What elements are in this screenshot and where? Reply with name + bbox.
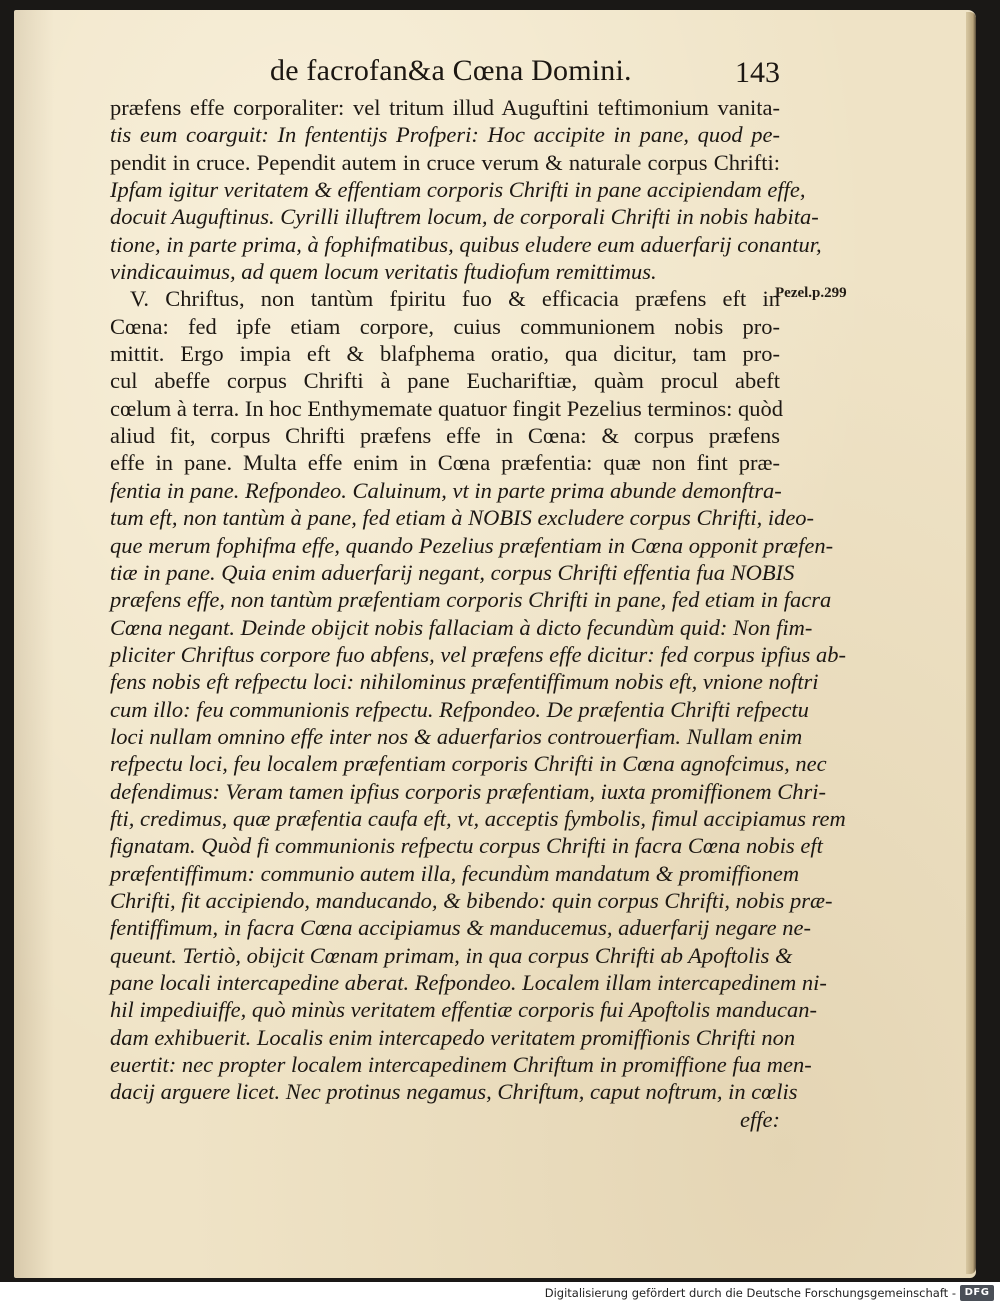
text-line: pendit in cruce. Pependit autem in cruce verum & naturale corpus Chrifti: <box>110 149 780 175</box>
text-line: Ipfam igitur veritatem & effentiam corporis Chrifti in pane accipiendam effe, <box>110 177 806 203</box>
text-line: præfentiffimum: communio autem illa, fecundùm mandatum & promiffionem <box>110 860 800 886</box>
text-line: cul abeffe corpus Chrifti à pane Euchariftiæ, quàm procul abeft <box>110 368 780 394</box>
page-number: 143 <box>735 56 780 89</box>
text-line: pliciter Chriftus corpore fuo abfens, vel præfens effe dicitur: fed corpus ipfius ab- <box>110 641 846 667</box>
text-line: que merum fophifma effe, quando Pezelius præfentiam in Cœna opponit præfen- <box>110 532 834 558</box>
page-edge <box>966 12 976 1274</box>
funding-credit: Digitalisierung gefördert durch die Deutsche Forschungsgemeinschaft - <box>544 1286 956 1300</box>
text-line: præfens effe corporaliter: vel tritum illud Auguftini teftimonium vanita- <box>110 95 780 120</box>
text-line: tis eum coarguit: In fententijs Profperi: Hoc accipite in pane, quod pe- <box>110 122 780 148</box>
text-line: cum illo: feu communionis refpectu. Refpondeo. De præfentia Chrifti refpectu <box>110 696 809 722</box>
margin-note: Pezel.p.299 <box>775 285 847 301</box>
dfg-logo: DFG <box>960 1285 994 1301</box>
text-line: fignatam. Quòd fi communionis refpectu corpus Chrifti in facra Cœna nobis eft <box>110 833 823 859</box>
text-line: loci nullam omnino effe inter nos & aduerfarios controuerfiam. Nullam enim <box>110 723 803 749</box>
text-line: queunt. Tertiò, obijcit Cœnam primam, in qua corpus Chrifti ab Apoftolis & <box>110 942 793 968</box>
text-line: docuit Auguftinus. Cyrilli illuftrem locum, de corporali Chrifti in nobis habita- <box>110 204 819 230</box>
catchword: effe: <box>740 1106 780 1132</box>
text-line: dam exhibuerit. Localis enim intercapedo veritatem promiffionis Chrifti non <box>110 1024 796 1050</box>
text-line: mittit. Ergo impia eft & blafphema oratio, qua dicitur, tam pro- <box>110 341 780 367</box>
text-line: euertit: nec propter localem intercapedinem Chriftum in promiffione fua men- <box>110 1052 812 1078</box>
text-line: tiæ in pane. Quia enim aduerfarij negant, corpus Chrifti effentia fua NOBIS <box>110 559 795 585</box>
text-line: præfens effe, non tantùm præfentiam corporis Chrifti in pane, fed etiam in facra <box>110 587 832 613</box>
text-line: Cœna: fed ipfe etiam corpore, cuius communionem nobis pro- <box>110 313 780 339</box>
text-line: fti, credimus, quæ præfentia caufa eft, vt, acceptis fymbolis, fimul accipiamus rem <box>110 805 846 831</box>
text-line: fentia in pane. Refpondeo. Caluinum, vt in parte prima abunde demonftra- <box>110 477 782 503</box>
text-line: tum eft, non tantùm à pane, fed etiam à NOBIS excludere corpus Chrifti, ideo- <box>110 505 815 531</box>
text-line: tione, in parte prima, à fophifmatibus, quibus eludere eum aduerfarij conantur, <box>110 231 822 257</box>
text-line: effe in pane. Multa effe enim in Cœna præfentia: quæ non fint præ- <box>110 450 780 476</box>
text-line: fens nobis eft refpectu loci: nihilominus præfentiffimum nobis eft, vnione noftri <box>110 669 819 695</box>
running-head: de facrofan&a Cœna Domini. <box>270 54 632 87</box>
text-line: pane locali intercapedine aberat. Refpondeo. Localem illam intercapedinem ni- <box>110 970 827 995</box>
text-line: Chrifti, fit accipiendo, manducando, & bibendo: quin corpus Chrifti, nobis præ- <box>110 887 833 913</box>
text-line: defendimus: Veram tamen ipfius corporis præfentiam, iuxta promiffionem Chri- <box>110 778 827 804</box>
text-line: aliud fit, corpus Chrifti præfens effe in Cœna: & corpus præfens <box>110 423 780 449</box>
text-line: hil impediuiffe, quò minùs veritatem effentiæ corporis fui Apoftolis manducan- <box>110 997 818 1023</box>
text-line: dacij arguere licet. Nec protinus negamus, Chriftum, caput noftrum, in cœlis <box>110 1079 798 1105</box>
footer-bar <box>0 1282 1000 1305</box>
text-line: vindicauimus, ad quem locum veritatis ftudiofum remittimus. <box>110 259 657 285</box>
text-line: Cœna negant. Deinde obijcit nobis fallaciam à dicto fecundùm quid: Non fim- <box>110 614 813 640</box>
text-line: cœlum à terra. In hoc Enthymemate quatuor fingit Pezelius terminos: quòd <box>110 395 783 421</box>
text-line: fentiffimum, in facra Cœna accipiamus & manducemus, aduerfarij negare ne- <box>110 915 811 941</box>
text-line: refpectu loci, feu localem præfentiam corporis Chrifti in Cœna agnofcimus, nec <box>110 751 827 777</box>
text-line: V. Chriftus, non tantùm fpiritu fuo & efficacia præfens eft in <box>130 286 780 312</box>
